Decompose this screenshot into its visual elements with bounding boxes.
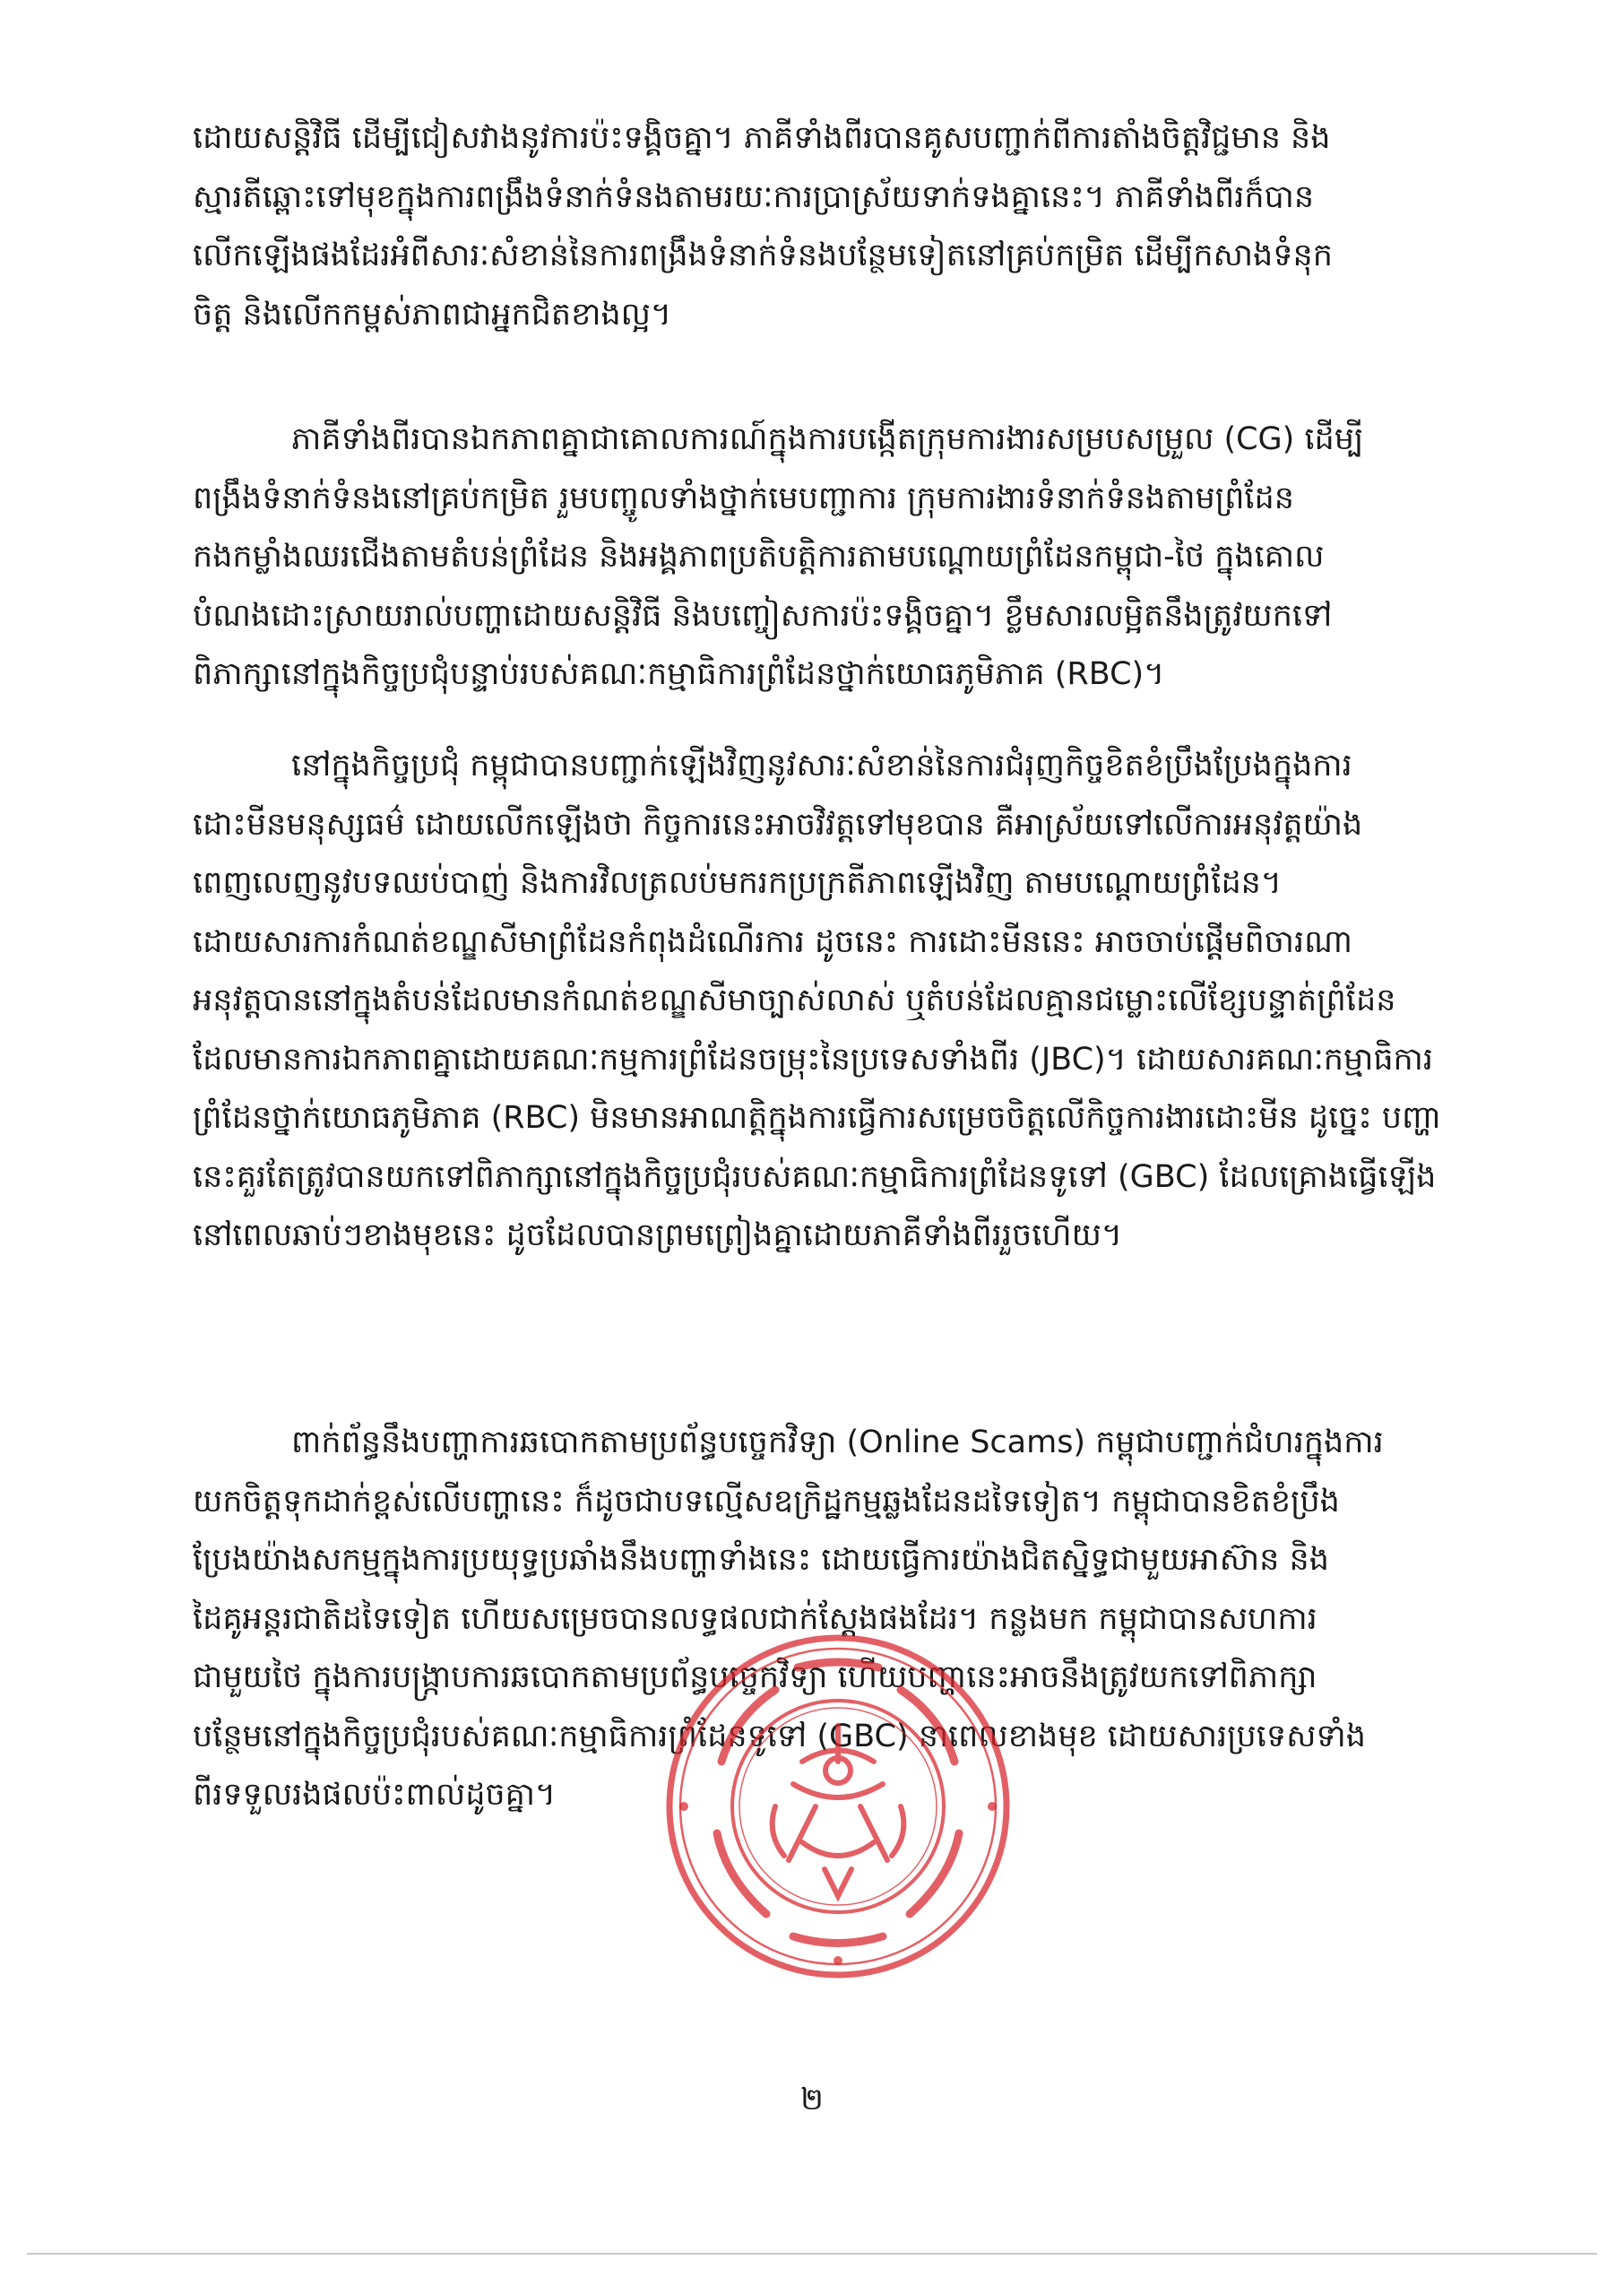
text-line: ពីរទទួលរងផលប៉ះពាល់ដូចគ្នា។ — [193, 1777, 557, 1813]
text-line: បំណងដោះស្រាយរាល់បញ្ហាដោយសន្តិវិធី និងបញ្ចៀសការប៉ះទង្គិចគ្នា។ ខ្លឹមសារលម្អិតនឹងត្រូវយកទៅ — [193, 597, 1333, 634]
text-line: ព្រំដែនថ្នាក់យោធភូមិភាគ (RBC) មិនមានអាណត្តិក្នុងការធ្វើការសម្រេចចិត្តលើកិច្ចការងារដោះមីន ដូច្នេះ បញ្ហា — [193, 1100, 1441, 1136]
text-line: ពង្រឹងទំនាក់ទំនងនៅគ្រប់កម្រិត រួមបញ្ចូលទាំងថ្នាក់មេបញ្ជាការ ក្រុមការងារទំនាក់ទំនងតាមព្រំដែន — [193, 480, 1294, 516]
text-line: ជាមួយថៃ ក្នុងការបង្ក្រាបការឆបោកតាមប្រព័ន្ធបច្ចេកវិទ្យា ហើយបញ្ហានេះអាចនឹងត្រូវយកទៅពិភាក្សា — [193, 1659, 1317, 1695]
text-line: នៅក្នុងកិច្ចប្រជុំ កម្ពុជាបានបញ្ជាក់ឡើងវិញនូវសារៈសំខាន់នៃការជំរុញកិច្ចខិតខំប្រឹងប្រែងក្នុងការ — [291, 748, 1352, 784]
text-line: ពិភាក្សានៅក្នុងកិច្ចប្រជុំបន្ទាប់របស់គណៈកម្មាធិការព្រំដែនថ្នាក់យោធភូមិភាគ (RBC)។ — [193, 656, 1165, 692]
text-line: ដៃគូអន្តរជាតិដទៃទៀត ហើយសម្រេចបានលទ្ធផលជាក់ស្តែងផងដែរ។ កន្លងមក កម្ពុជាបានសហការ — [193, 1600, 1317, 1637]
text-line: ដោយសារការកំណត់ខណ្ឌសីមាព្រំដែនកំពុងដំណើរការ ដូចនេះ ការដោះមីននេះ អាចចាប់ផ្តើមពិចារណា — [193, 923, 1352, 960]
text-line: អនុវត្តបាននៅក្នុងតំបន់ដែលមានកំណត់ខណ្ឌសីមាច្បាស់លាស់ ឬតំបន់ដែលគ្មានជម្លោះលើខ្សែបន្ទាត់ព្រំដែន — [193, 983, 1396, 1018]
text-line: នេះគួរតែត្រូវបានយកទៅពិភាក្សានៅក្នុងកិច្ចប្រជុំរបស់គណៈកម្មាធិការព្រំដែនទូទៅ (GBC) ដែលគ្រោងធ្វើឡើង — [193, 1158, 1437, 1195]
text-line: ប្រែងយ៉ាងសកម្មក្នុងការប្រយុទ្ធប្រឆាំងនឹងបញ្ហាទាំងនេះ ដោយធ្វើការយ៉ាងជិតស្និទ្ធជាមួយអាស៊ាន និង — [193, 1542, 1329, 1578]
text-line: យកចិត្តទុកដាក់ខ្ពស់លើបញ្ហានេះ ក៏ដូចជាបទល្មើសឧក្រិដ្ឋកម្មឆ្លងដែនដទៃទៀត។ កម្ពុជាបានខិតខំប្រឹង — [193, 1483, 1340, 1520]
text-line: ដោះមីនមនុស្សធម៌ ដោយលើកឡើងថា កិច្ចការនេះអាចវិវត្តទៅមុខបាន គឺអាស្រ័យទៅលើការអនុវត្តយ៉ាង — [193, 806, 1363, 843]
text-line: លើកឡើងផងដែរអំពីសារៈសំខាន់នៃការពង្រឹងទំនាក់ទំនងបន្ថែមទៀតនៅគ្រប់កម្រិត ដើម្បីកសាងទំនុក — [193, 238, 1333, 273]
official-seal-icon — [659, 1627, 1017, 1986]
text-line: នៅពេលឆាប់ៗខាងមុខនេះ ដូចដែលបានព្រមព្រៀងគ្នាដោយភាគីទាំងពីររួចហើយ។ — [193, 1217, 1123, 1253]
paragraph-coordination-group — [193, 411, 1474, 705]
text-line: ស្មារតីឆ្ពោះទៅមុខក្នុងការពង្រឹងទំនាក់ទំនងតាមរយៈការប្រាស្រ័យទាក់ទងគ្នានេះ។ ភាគីទាំងពីរក៏បាន — [193, 178, 1315, 215]
page-number: ២ — [800, 2082, 824, 2117]
text-line: កងកម្លាំងឈរជើងតាមតំបន់ព្រំដែន និងអង្គភាពប្រតិបត្តិការតាមបណ្តោយព្រំដែនកម្ពុជា-ថៃ ក្នុងគោល — [193, 539, 1325, 575]
text-line: ដោយសន្តិវិធី ដើម្បីជៀសវាងនូវការប៉ះទង្គិចគ្នា។ ភាគីទាំងពីរបានគូសបញ្ជាក់ពីការតាំងចិត្តវិជ្ជមាន និង — [193, 120, 1331, 156]
paragraph-demining — [193, 737, 1474, 1266]
text-line: ពេញលេញនូវបទឈប់បាញ់ និងការវិលត្រលប់មករកប្រក្រតីភាពឡើងវិញ តាមបណ្តោយព្រំដែន។ — [193, 865, 1282, 901]
text-line: ពាក់ព័ន្ធនឹងបញ្ហាការឆបោកតាមប្រព័ន្ធបច្ចេកវិទ្យា (Online Scams) កម្ពុជាបញ្ជាក់ជំហរក្នុងការ — [291, 1425, 1384, 1460]
text-line: ដែលមានការឯកភាពគ្នាដោយគណៈកម្មការព្រំដែនចម្រុះនៃប្រទេសទាំងពីរ (JBC)។ ដោយសារគណៈកម្មាធិការ — [193, 1041, 1433, 1078]
text-line: ចិត្ត និងលើកកម្ពស់ភាពជាអ្នកជិតខាងល្អ។ — [193, 296, 672, 333]
text-line: ភាគីទាំងពីរបានឯកភាពគ្នាជាគោលការណ៍ក្នុងការបង្កើតក្រុមការងារសម្របសម្រួល (CG) ដើម្បី — [291, 421, 1364, 457]
text-line: បន្ថែមនៅក្នុងកិច្ចប្រជុំរបស់គណៈកម្មាធិការព្រំដែនទូទៅ (GBC) នាពេលខាងមុខ ដោយសារប្រទេសទាំង — [193, 1718, 1366, 1754]
footer-divider — [27, 2253, 1597, 2255]
paragraph-continuation — [193, 109, 1474, 344]
